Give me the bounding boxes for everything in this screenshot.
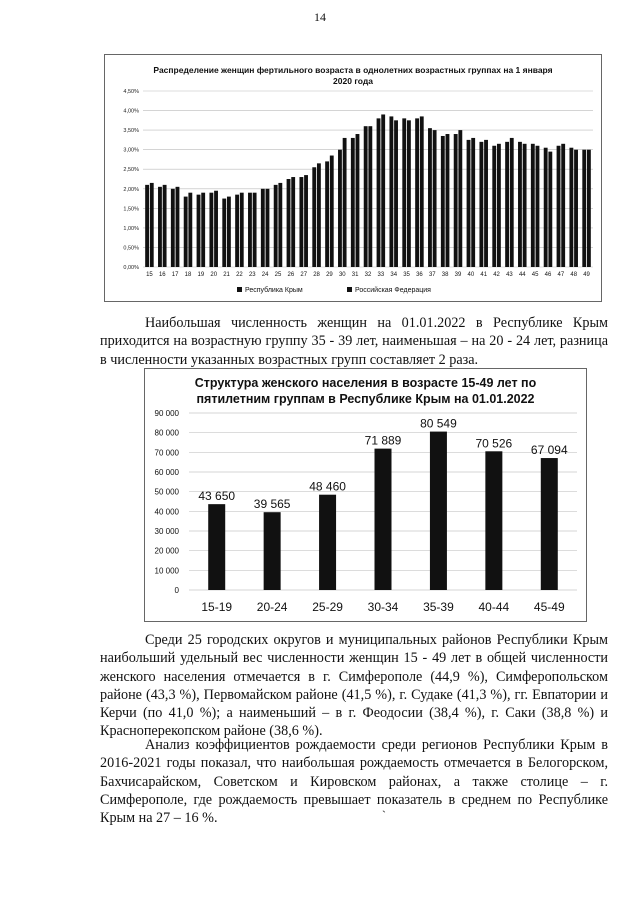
- chart1-x-tick: 43: [506, 272, 513, 278]
- chart1-bar-russia: [523, 144, 527, 267]
- chart1-bar-russia: [150, 183, 154, 267]
- chart1-x-tick: 30: [338, 272, 346, 278]
- chart2-x-tick: 35-39: [423, 600, 454, 614]
- chart1-y-tick: 4,50%: [123, 89, 139, 95]
- chart1-bar-russia: [536, 146, 540, 267]
- chart1-bar-crimea: [145, 185, 149, 267]
- page-number: 14: [314, 10, 326, 24]
- chart1-x-tick: 25: [274, 272, 282, 278]
- chart1-bar-russia: [446, 134, 450, 267]
- paragraph-largest-group: Наибольшая численность женщин на 01.01.2022 в Республике Крым приходится на возрастную группу 35 - 39 лет, наименьшая – на 20 - 24 лет, разница в численности указанных возрастных групп составляет 2 раза.: [100, 315, 608, 368]
- chart1-x-tick: 21: [223, 272, 230, 278]
- chart2-y-tick: 60 000: [154, 468, 179, 477]
- chart1-bar-russia: [253, 193, 257, 267]
- chart1-x-tick: 38: [441, 272, 449, 278]
- chart1-bar-russia: [587, 150, 591, 267]
- chart1-bar-russia: [330, 156, 334, 267]
- chart1-x-tick: 16: [158, 272, 166, 278]
- chart1-bar-crimea: [235, 195, 239, 267]
- chart2-y-tick: 80 000: [154, 428, 179, 438]
- chart1-bar-russia: [266, 189, 270, 267]
- chart1-bar-crimea: [454, 134, 458, 267]
- chart2-data-label: 39 565: [253, 497, 291, 512]
- chart1-bar-russia: [484, 140, 488, 267]
- chart2-x-tick: 40-44: [478, 600, 510, 614]
- chart1-bar-crimea: [441, 136, 445, 267]
- chart1-bar-crimea: [377, 118, 381, 267]
- chart2-bar: [264, 512, 281, 590]
- chart1-bar-russia: [394, 120, 398, 267]
- chart2-y-tick: 20 000: [154, 546, 179, 556]
- chart1-legend-label-russia: Российская Федерация: [355, 287, 431, 294]
- chart1-bar-crimea: [569, 148, 573, 267]
- chart1-bar-crimea: [287, 179, 291, 267]
- chart1-x-tick: 26: [287, 272, 295, 278]
- chart1-bar-russia: [343, 138, 347, 267]
- chart1-bar-crimea: [531, 144, 535, 267]
- chart2-data-label: 43 650: [198, 489, 236, 504]
- paragraph-birth-rate-analysis: Анализ коэффициентов рождаемости среди регионов Республики Крым в 2016-2021 годы показал, что наибольшая рождаемость отмечается в Белогорском, Бахчисарайском, Советском и Кировском районах, а также столице – г. Симферополе, где рождаемость превышает показатель в среднем по Республике Крым на 27 – 16 %.: [100, 737, 608, 827]
- chart2-bar: [430, 432, 447, 590]
- chart1-bar-russia: [356, 134, 360, 267]
- chart2-x-tick: 20-24: [256, 600, 288, 614]
- chart2-x-tick: 25-29: [312, 600, 343, 614]
- fertile-age-distribution-chart: [104, 54, 602, 302]
- chart1-bar-russia: [317, 163, 321, 267]
- chart1-bar-crimea: [389, 116, 393, 267]
- chart1-bar-russia: [471, 138, 475, 267]
- chart1-legend-swatch: [237, 287, 242, 292]
- chart1-x-tick: 35: [403, 272, 410, 278]
- chart1-x-tick: 24: [261, 272, 269, 278]
- chart1-bar-russia: [291, 177, 295, 267]
- chart1-bar-russia: [497, 144, 501, 267]
- chart1-bar-crimea: [505, 142, 509, 267]
- chart1-bar-russia: [227, 197, 231, 267]
- chart1-bar-russia: [548, 152, 552, 267]
- chart1-x-tick: 44: [518, 272, 526, 278]
- chart1-bar-crimea: [428, 128, 432, 267]
- chart1-x-tick: 33: [377, 272, 385, 278]
- chart2-y-tick: 70 000: [154, 448, 179, 458]
- chart1-x-tick: 23: [248, 272, 256, 278]
- chart1-bar-crimea: [299, 177, 303, 267]
- chart2-y-tick: 30 000: [154, 527, 179, 536]
- chart1-x-tick: 34: [390, 272, 398, 278]
- paragraph-municipal-districts: Среди 25 городских округов и муниципальных районов Республики Крым наибольший удельный вес численности женщин 15 - 49 лет в общей численности женского населения отмечается в г. Симферополе (44,9 %), Симферопольском районе (43,3 %), Первомайском районе (41,5 %), г. Судаке (41,3 %), гг. Евпатории и Керчи (по 41,0 %); а наименьший – в г. Феодосии (38,4 %), г. Саки (38,8 %) и Красноперекопском районе (38,6 %).: [100, 632, 608, 740]
- chart2-plot: [145, 369, 586, 621]
- chart1-x-tick: 27: [300, 272, 308, 278]
- chart1-bar-crimea: [312, 167, 316, 267]
- chart1-bar-crimea: [158, 187, 162, 267]
- chart1-bar-crimea: [197, 195, 201, 267]
- chart1-bar-crimea: [582, 150, 586, 267]
- chart1-bar-russia: [433, 130, 437, 267]
- chart1-y-tick: 0,00%: [123, 265, 139, 271]
- chart1-bar-russia: [278, 183, 282, 267]
- chart1-x-tick: 17: [171, 272, 179, 278]
- chart1-bar-russia: [368, 126, 372, 267]
- chart1-bar-russia: [214, 191, 218, 267]
- chart1-title: Распределение женщин фертильного возраста в однолетних возрастных группах на 1 января 2020 года: [153, 65, 553, 86]
- chart1-y-tick: 3,50%: [123, 128, 139, 135]
- chart1-bar-crimea: [492, 146, 496, 267]
- chart2-x-tick: 30-34: [367, 600, 399, 614]
- chart1-bar-russia: [574, 150, 578, 267]
- chart1-bar-crimea: [248, 193, 252, 267]
- chart1-bar-crimea: [325, 161, 329, 267]
- chart1-bar-crimea: [222, 199, 226, 267]
- chart1-bar-crimea: [415, 118, 419, 267]
- chart1-bar-crimea: [402, 118, 406, 267]
- chart1-y-tick: 3,00%: [123, 147, 139, 154]
- chart1-x-tick: 48: [570, 272, 578, 278]
- female-population-structure-chart: [144, 368, 587, 622]
- chart1-bar-russia: [420, 116, 424, 267]
- chart1-legend-label-crimea: Республика Крым: [245, 287, 303, 294]
- chart1-bar-russia: [407, 120, 411, 267]
- chart1-bar-russia: [561, 144, 565, 267]
- stray-pen-mark: ˋ: [382, 808, 386, 822]
- chart1-plot: [105, 55, 601, 301]
- chart1-x-tick: 31: [351, 272, 359, 278]
- chart1-x-tick: 41: [480, 272, 488, 278]
- chart1-bar-crimea: [209, 193, 213, 267]
- chart1-legend-swatch: [347, 287, 352, 292]
- chart1-bar-crimea: [171, 189, 175, 267]
- chart1-x-tick: 45: [531, 272, 539, 278]
- chart1-bar-russia: [188, 193, 192, 267]
- chart1-bar-crimea: [274, 185, 278, 267]
- chart2-y-tick: 0: [174, 586, 179, 595]
- chart1-x-tick: 39: [454, 272, 462, 278]
- chart1-y-tick: 4,00%: [123, 108, 139, 115]
- chart1-y-tick: 2,00%: [123, 186, 139, 193]
- chart2-data-label: 71 889: [364, 433, 402, 448]
- chart1-x-tick: 15: [146, 272, 153, 278]
- chart2-bar: [375, 449, 392, 590]
- chart1-x-tick: 29: [326, 272, 333, 278]
- chart1-x-tick: 49: [583, 272, 590, 278]
- chart1-bar-crimea: [338, 150, 342, 267]
- chart2-bar: [319, 495, 336, 590]
- chart2-y-tick: 40 000: [154, 507, 179, 517]
- chart1-bar-crimea: [184, 197, 188, 267]
- chart1-x-tick: 36: [416, 272, 423, 278]
- chart1-x-tick: 40: [467, 272, 475, 278]
- chart2-bar: [485, 451, 502, 590]
- chart2-x-tick: 15-19: [201, 600, 233, 614]
- chart2-y-tick: 10 000: [154, 566, 179, 576]
- chart1-bar-russia: [458, 130, 462, 267]
- chart1-x-tick: 18: [184, 272, 192, 278]
- chart1-x-tick: 46: [544, 272, 552, 278]
- chart2-y-tick: 50 000: [154, 487, 179, 497]
- chart1-x-tick: 20: [210, 272, 218, 278]
- chart2-data-label: 48 460: [309, 479, 346, 494]
- chart1-x-tick: 42: [493, 272, 500, 278]
- chart2-data-label: 80 549: [420, 416, 457, 431]
- chart1-bar-russia: [510, 138, 514, 267]
- chart1-x-tick: 28: [313, 272, 320, 278]
- chart1-bar-crimea: [364, 126, 368, 267]
- chart1-y-tick: 1,00%: [123, 225, 139, 232]
- chart1-bar-russia: [163, 185, 167, 267]
- chart2-y-tick: 90 000: [154, 409, 179, 418]
- chart1-x-tick: 19: [197, 272, 205, 278]
- chart1-bar-crimea: [518, 142, 522, 267]
- chart2-title: Структура женского населения в возрасте 15-49 лет по пятилетним группам в Республике Крым на 01.01.2022: [194, 376, 537, 406]
- chart2-bar: [208, 504, 225, 590]
- chart1-bar-crimea: [479, 142, 483, 267]
- chart1-y-tick: 0,50%: [123, 245, 139, 252]
- chart2-x-tick: 45-49: [533, 600, 565, 614]
- chart1-bar-russia: [381, 114, 385, 267]
- chart2-data-label: 67 094: [530, 443, 568, 458]
- chart1-x-tick: 32: [364, 272, 372, 278]
- chart1-y-tick: 2,50%: [123, 167, 139, 174]
- chart2-bar: [541, 458, 558, 590]
- chart1-x-tick: 22: [236, 272, 243, 278]
- chart1-bar-crimea: [351, 138, 355, 267]
- chart1-bar-russia: [176, 187, 180, 267]
- chart1-y-tick: 1,50%: [123, 206, 139, 213]
- chart1-bar-russia: [304, 175, 308, 267]
- chart1-bar-crimea: [557, 146, 561, 267]
- chart1-bar-russia: [240, 193, 244, 267]
- chart1-bar-crimea: [467, 140, 471, 267]
- chart1-x-tick: 47: [557, 272, 565, 278]
- chart1-bar-crimea: [261, 189, 265, 267]
- chart1-x-tick: 37: [428, 272, 436, 278]
- chart1-bar-russia: [201, 193, 205, 267]
- chart2-data-label: 70 526: [475, 436, 513, 451]
- chart1-bar-crimea: [544, 148, 548, 267]
